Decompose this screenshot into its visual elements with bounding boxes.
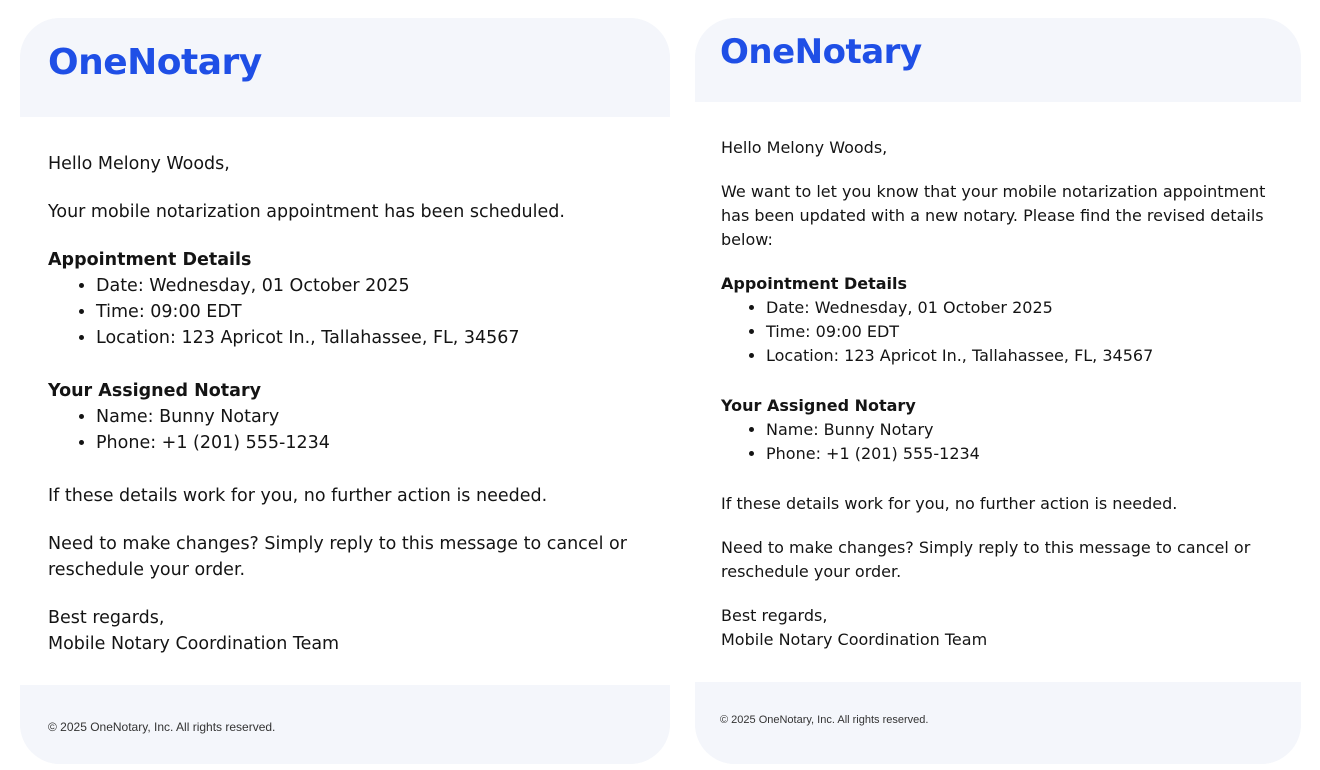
copyright-text: © 2025 OneNotary, Inc. All rights reserved. <box>720 714 929 726</box>
appointment-details-heading: Appointment Details <box>48 250 252 270</box>
intro-text: We want to let you know that your mobile notarization appointment has been updated with a new notary. Please find the revised details below: <box>721 182 1266 249</box>
signoff-text: Best regards, <box>721 606 828 625</box>
assigned-notary-heading: Your Assigned Notary <box>48 381 261 401</box>
email-header <box>20 18 670 117</box>
greeting-text: Hello Melony Woods, <box>721 138 888 157</box>
notary-name: • Name: Bunny Notary <box>766 418 1275 442</box>
notary-phone: • Phone: +1 (201) 555-1234 <box>96 430 642 456</box>
email-card-updated <box>695 18 1301 764</box>
team-signature: Mobile Notary Coordination Team <box>48 634 340 654</box>
appointment-details-list <box>721 296 1275 368</box>
appointment-details-heading: Appointment Details <box>721 274 908 293</box>
intro-text: Your mobile notarization appointment has been scheduled. <box>48 202 565 222</box>
onenotary-logo: OneNotary <box>48 42 262 83</box>
email-body <box>20 117 670 685</box>
appointment-date: • Date: Wednesday, 01 October 2025 <box>766 296 1275 320</box>
appointment-location: • Location: 123 Apricot In., Tallahassee, FL, 34567 <box>766 344 1275 368</box>
email-footer <box>695 682 1301 764</box>
changes-text: Need to make changes? Simply reply to this message to cancel or reschedule your order. <box>721 538 1251 581</box>
email-card-scheduled <box>20 18 670 764</box>
greeting-text: Hello Melony Woods, <box>48 154 230 174</box>
no-action-text: If these details work for you, no further action is needed. <box>721 494 1178 513</box>
assigned-notary-list <box>48 404 642 456</box>
email-header <box>695 18 1301 102</box>
email-body <box>695 102 1301 682</box>
appointment-location: • Location: 123 Apricot In., Tallahassee, FL, 34567 <box>96 325 642 351</box>
notary-name: • Name: Bunny Notary <box>96 404 642 430</box>
assigned-notary-heading: Your Assigned Notary <box>721 396 916 415</box>
appointment-details-list <box>48 273 642 351</box>
appointment-time: • Time: 09:00 EDT <box>766 320 1275 344</box>
signoff-text: Best regards, <box>48 608 165 628</box>
assigned-notary-list <box>721 418 1275 466</box>
appointment-time: • Time: 09:00 EDT <box>96 299 642 325</box>
copyright-text: © 2025 OneNotary, Inc. All rights reserved. <box>48 720 276 734</box>
team-signature: Mobile Notary Coordination Team <box>721 630 988 649</box>
email-footer <box>20 685 670 764</box>
no-action-text: If these details work for you, no further action is needed. <box>48 486 548 506</box>
onenotary-logo: OneNotary <box>720 32 922 72</box>
notary-phone: • Phone: +1 (201) 555-1234 <box>766 442 1275 466</box>
appointment-date: • Date: Wednesday, 01 October 2025 <box>96 273 642 299</box>
changes-text: Need to make changes? Simply reply to this message to cancel or reschedule your order. <box>48 534 627 580</box>
